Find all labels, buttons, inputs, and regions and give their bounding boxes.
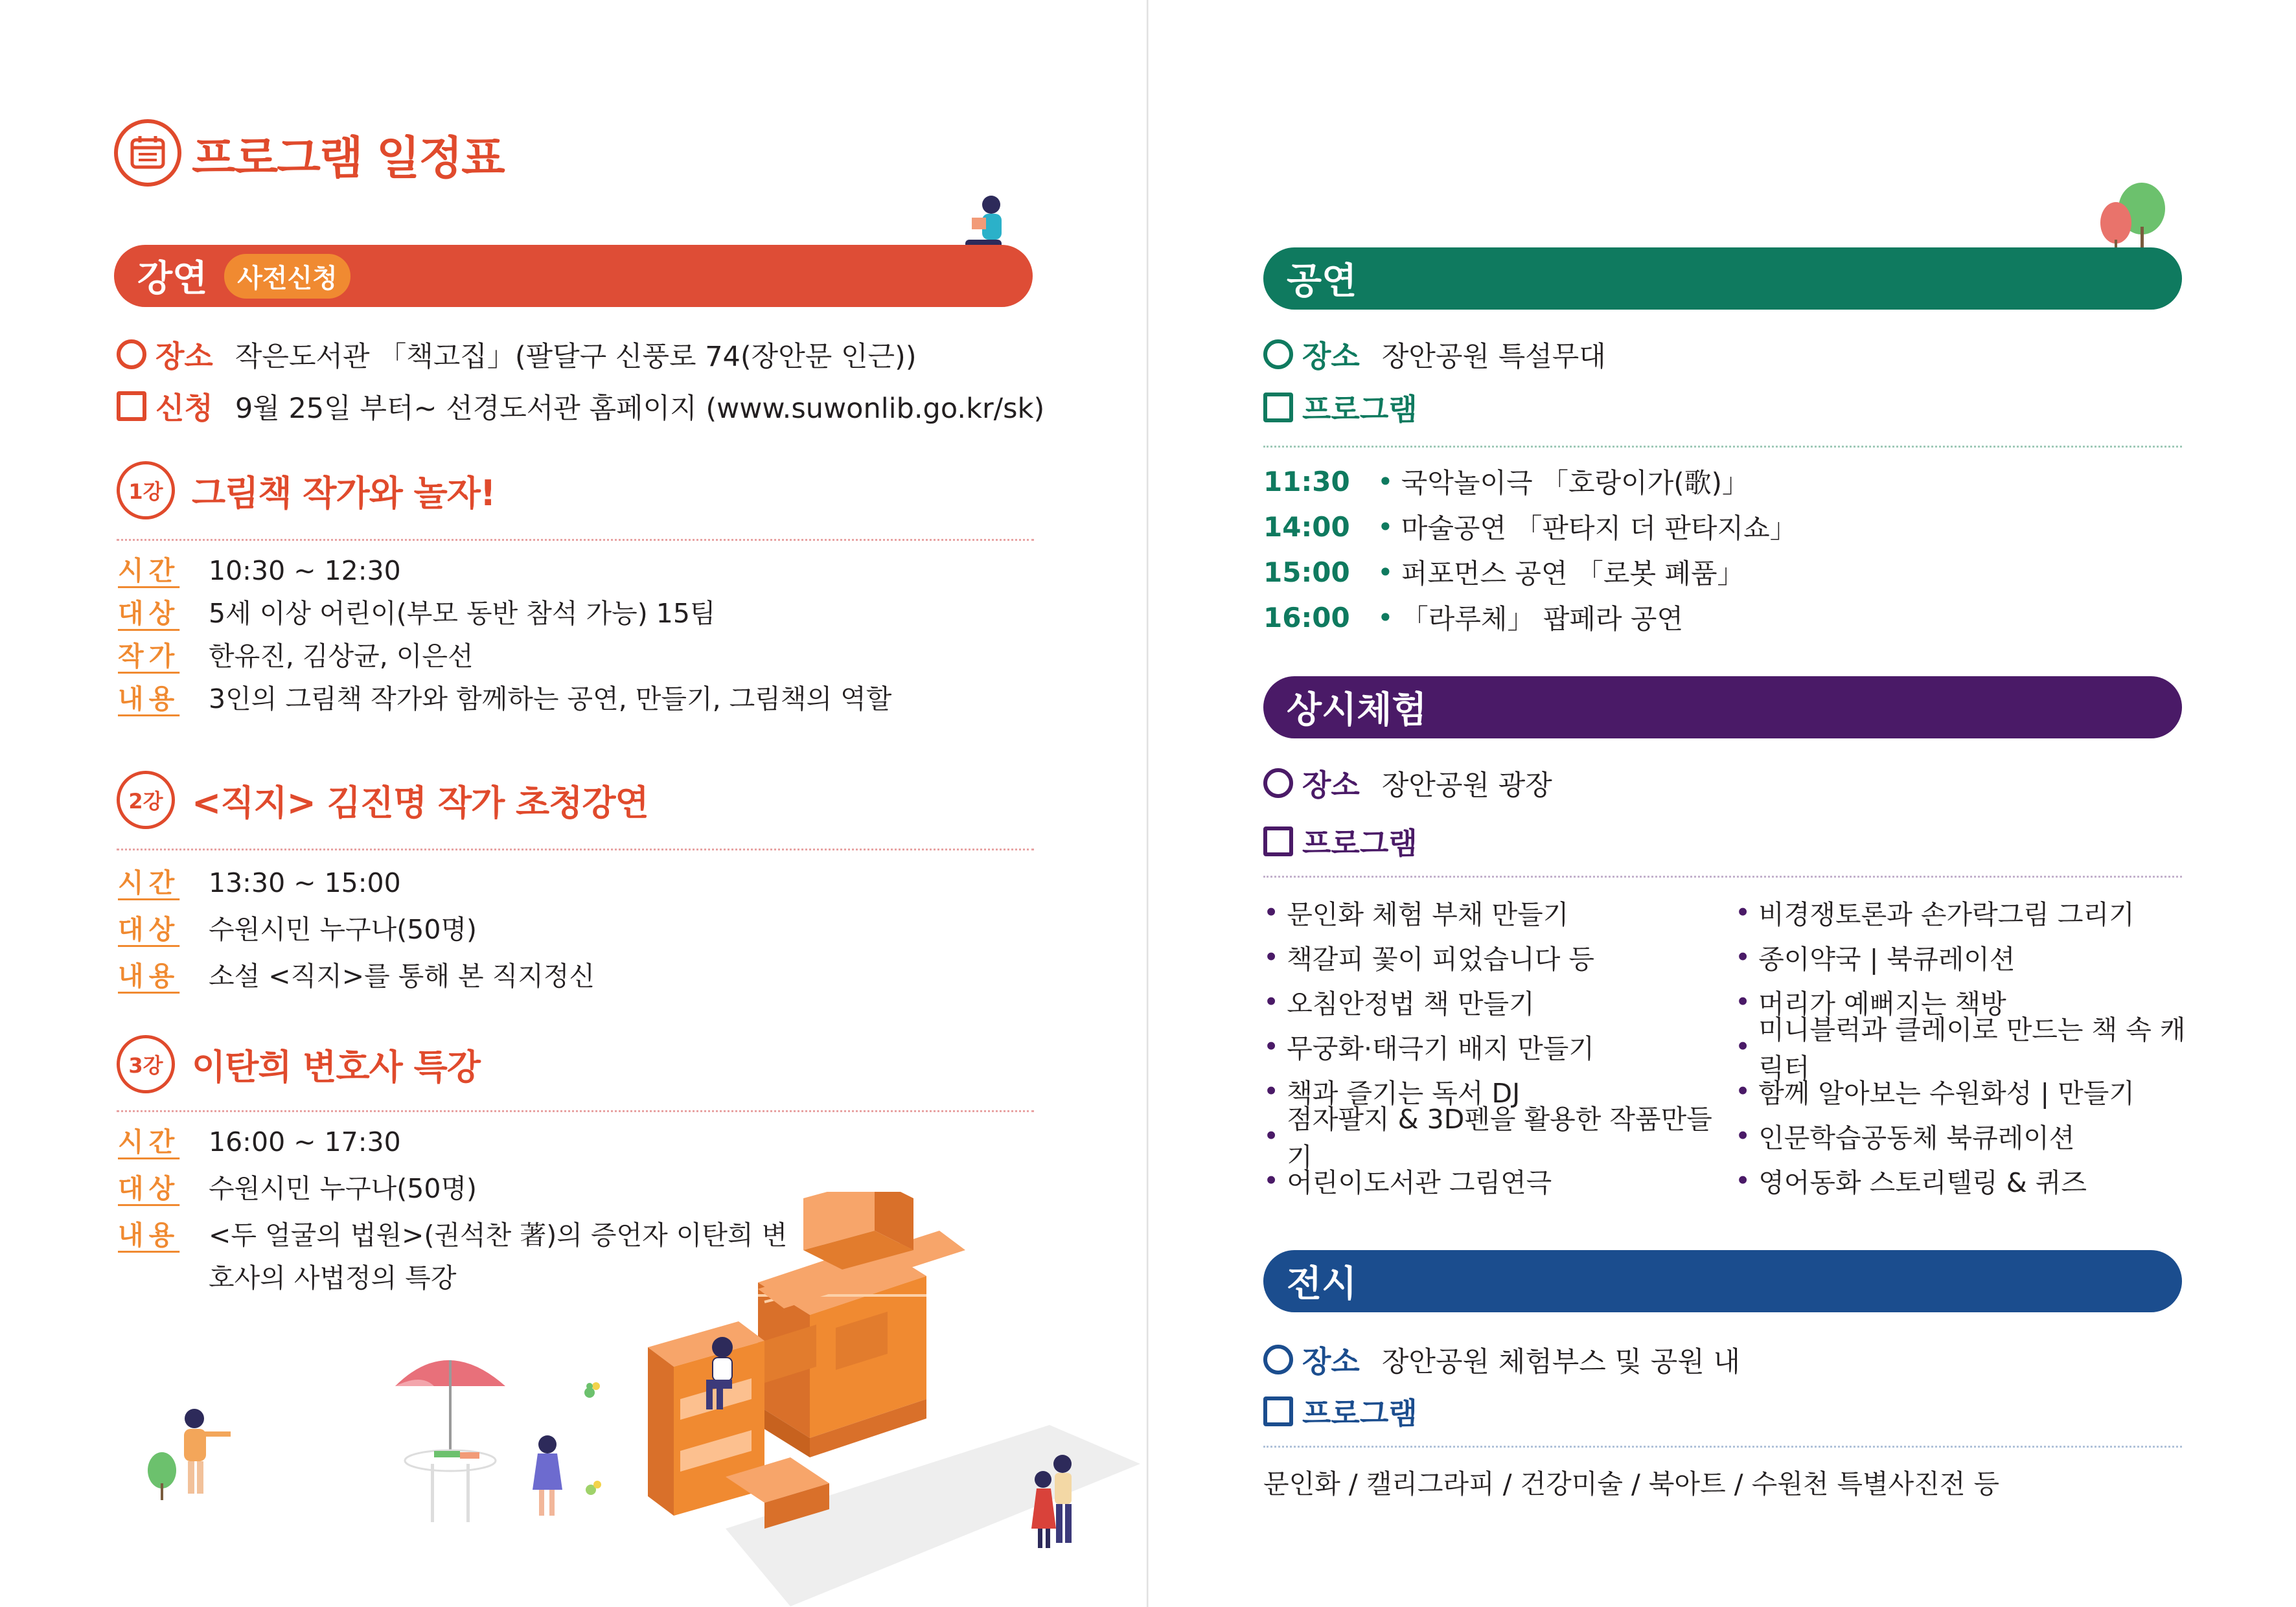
list-item: • 인문학습공동체 북큐레이션 (1735, 1113, 2188, 1158)
program-edit-icon (1263, 393, 1293, 422)
list-item-text: 머리가 예뻐지는 책방 (1758, 988, 2006, 1020)
detail-key: 시간 (118, 1126, 180, 1157)
performance-schedule (1263, 459, 1797, 640)
detail-value: 16:00 ~ 17:30 (209, 1126, 401, 1157)
exhibition-program: 문인화 / 캘리그라피 / 건강미술 / 북아트 / 수원천 특별사진전 등 (1263, 1468, 2000, 1499)
program-label: 프로그램 (1302, 392, 1418, 427)
list-item: • 책갈피 꽃이 피었습니다 등 (1263, 935, 1717, 979)
schedule-row: 16:00 • 「라루체」 팝페라 공연 (1263, 595, 1797, 640)
performance-place: 장안공원 특설무대 (1381, 340, 1606, 373)
schedule-time: 15:00 (1263, 556, 1350, 588)
list-item: • 문인화 체험 부채 만들기 (1263, 890, 1717, 935)
experience-program-row (1263, 820, 1440, 863)
location-pin-icon (1263, 768, 1293, 798)
experience-header (1263, 676, 2182, 738)
apply-label: 신청 (155, 391, 213, 426)
performance-program-row (1263, 386, 1440, 429)
place-label: 장소 (1302, 1344, 1360, 1379)
lecture-header-label: 강연 (137, 258, 208, 300)
list-item: • 머리가 예뻐지는 책방 (1735, 979, 2188, 1024)
program-edit-icon (1263, 826, 1293, 856)
detail-value: 13:30 ~ 15:00 (209, 867, 401, 898)
page-title: 프로그램 일정표 (192, 131, 504, 185)
schedule-time: 14:00 (1263, 510, 1350, 543)
schedule-desc: 퍼포먼스 공연 「로봇 폐품」 (1401, 558, 1745, 589)
experience-list-left (1263, 890, 1717, 1203)
detail-key: 대상 (118, 598, 180, 629)
list-item: • 미니블럭과 클레이로 만드는 책 속 캐릭터 (1735, 1024, 2188, 1069)
schedule-desc: 국악놀이극 「호랑이가(歌)」 (1401, 467, 1750, 499)
list-item: • 오침안정법 책 만들기 (1263, 979, 1717, 1024)
program-label: 프로그램 (1302, 1396, 1418, 1431)
list-item: • 어린이도서관 그림연극 (1263, 1158, 1717, 1203)
divider (1263, 1446, 2182, 1448)
experience-list-right (1735, 890, 2188, 1203)
performance-place-row (1263, 333, 1606, 376)
list-item-text: 오침안정법 책 만들기 (1287, 988, 1535, 1020)
location-pin-icon (1263, 1345, 1293, 1374)
detail-key: 시간 (118, 555, 180, 586)
detail-key: 시간 (118, 867, 180, 898)
session-title: 이탄희 변호사 특강 (192, 1046, 480, 1088)
exhibition-header-label: 전시 (1287, 1263, 1357, 1305)
detail-key: 작가 (118, 641, 180, 672)
pre-registration-badge: 사전신청 (224, 254, 350, 299)
list-item-text: 어린이도서관 그림연극 (1287, 1167, 1552, 1198)
schedule-desc: 「라루체」 팝페라 공연 (1401, 603, 1684, 635)
detail-value: 수원시민 누구나(50명) (209, 1173, 477, 1204)
detail-key: 내용 (118, 1220, 180, 1251)
divider (1263, 446, 2182, 448)
exhibition-program-row (1263, 1390, 1440, 1433)
list-item: • 종이약국 | 북큐레이션 (1735, 935, 2188, 979)
schedule-row: 14:00 • 마술공연 「판타지 더 판타지쇼」 (1263, 504, 1797, 549)
list-item-text: 미니블럭과 클레이로 만드는 책 속 캐릭터 (1758, 1014, 2186, 1084)
list-item-text: 인문학습공동체 북큐레이션 (1758, 1123, 2075, 1154)
detail-value: 3인의 그림책 작가와 함께하는 공연, 만들기, 그림책의 역할 (209, 683, 892, 714)
lecture-place: 작은도서관 「책고집」(팔달구 신풍로 74(장안문 인근)) (235, 340, 917, 373)
program-label: 프로그램 (1302, 826, 1418, 861)
lecture-apply: 9월 25일 부터~ 선경도서관 홈페이지 (www.suwonlib.go.kr/sk) (235, 392, 1045, 425)
place-label: 장소 (1302, 768, 1360, 803)
place-label: 장소 (155, 339, 213, 374)
trees-illustration (2093, 181, 2170, 253)
schedule-desc: 마술공연 「판타지 더 판타지쇼」 (1401, 512, 1797, 544)
session-title: 그림책 작가와 놀자! (192, 472, 496, 514)
list-item-text: 점자팔지 & 3D펜을 활용한 작품만들기 (1287, 1103, 1712, 1173)
exhibition-place: 장안공원 체험부스 및 공원 내 (1381, 1345, 1741, 1378)
detail-value: 소설 <직지>를 통해 본 직지정신 (209, 961, 595, 992)
list-item-text: 문인화 체험 부채 만들기 (1287, 899, 1569, 930)
detail-value: <두 얼굴의 법원>(권석찬 著)의 증언자 이탄희 변호사의 사법정의 특강 (209, 1220, 788, 1294)
divider (1263, 876, 2182, 878)
list-item-text: 책갈피 꽃이 피었습니다 등 (1287, 944, 1594, 975)
location-pin-icon (1263, 339, 1293, 369)
session-number-badge: 2강 (117, 771, 175, 829)
exhibition-header (1263, 1250, 2182, 1312)
experience-place-row (1263, 762, 1552, 804)
list-item-text: 종이약국 | 북큐레이션 (1758, 944, 2015, 975)
list-item-text: 책과 즐기는 독서 DJ (1287, 1078, 1521, 1109)
detail-value: 수원시민 누구나(50명) (209, 914, 477, 945)
program-edit-icon (1263, 1396, 1293, 1426)
list-item-text: 무궁화·태극기 배지 만들기 (1287, 1033, 1594, 1064)
detail-key: 내용 (118, 961, 180, 992)
experience-place: 장안공원 광장 (1381, 769, 1552, 802)
session-number-badge: 1강 (117, 461, 175, 519)
exhibition-place-row (1263, 1338, 1740, 1381)
performance-header (1263, 247, 2182, 310)
list-item: • 비경쟁토론과 손가락그림 그리기 (1735, 890, 2188, 935)
detail-key: 대상 (118, 914, 180, 945)
schedule-row: 15:00 • 퍼포먼스 공연 「로봇 폐품」 (1263, 549, 1797, 595)
schedule-time: 16:00 (1263, 601, 1350, 633)
detail-value: 5세 이상 어린이(부모 동반 참석 가능) 15팀 (209, 598, 716, 629)
list-item: • 무궁화·태극기 배지 만들기 (1263, 1024, 1717, 1069)
list-item-text: 영어동화 스토리텔링 & 퀴즈 (1758, 1167, 2087, 1198)
list-item: • 함께 알아보는 수원화성 | 만들기 (1735, 1069, 2188, 1113)
performance-header-label: 공연 (1287, 260, 1357, 302)
schedule-row: 11:30 • 국악놀이극 「호랑이가(歌)」 (1263, 459, 1797, 504)
list-item-text: 함께 알아보는 수원화성 | 만들기 (1758, 1078, 2135, 1109)
place-label: 장소 (1302, 339, 1360, 374)
session-number-badge: 3강 (117, 1035, 175, 1093)
detail-value: 10:30 ~ 12:30 (209, 555, 401, 586)
list-item-text: 비경쟁토론과 손가락그림 그리기 (1758, 899, 2135, 930)
detail-key: 내용 (118, 683, 180, 714)
experience-header-label: 상시체험 (1287, 689, 1427, 731)
detail-value: 한유진, 김상균, 이은선 (209, 641, 474, 672)
list-item: • 영어동화 스토리텔링 & 퀴즈 (1735, 1158, 2188, 1203)
session-title: <직지> 김진명 작가 초청강연 (192, 782, 649, 823)
list-item: • 책과 즐기는 독서 DJ (1263, 1069, 1717, 1113)
schedule-time: 11:30 (1263, 465, 1350, 497)
detail-key: 대상 (118, 1173, 180, 1204)
list-item: • 점자팔지 & 3D펜을 활용한 작품만들기 (1263, 1113, 1717, 1158)
